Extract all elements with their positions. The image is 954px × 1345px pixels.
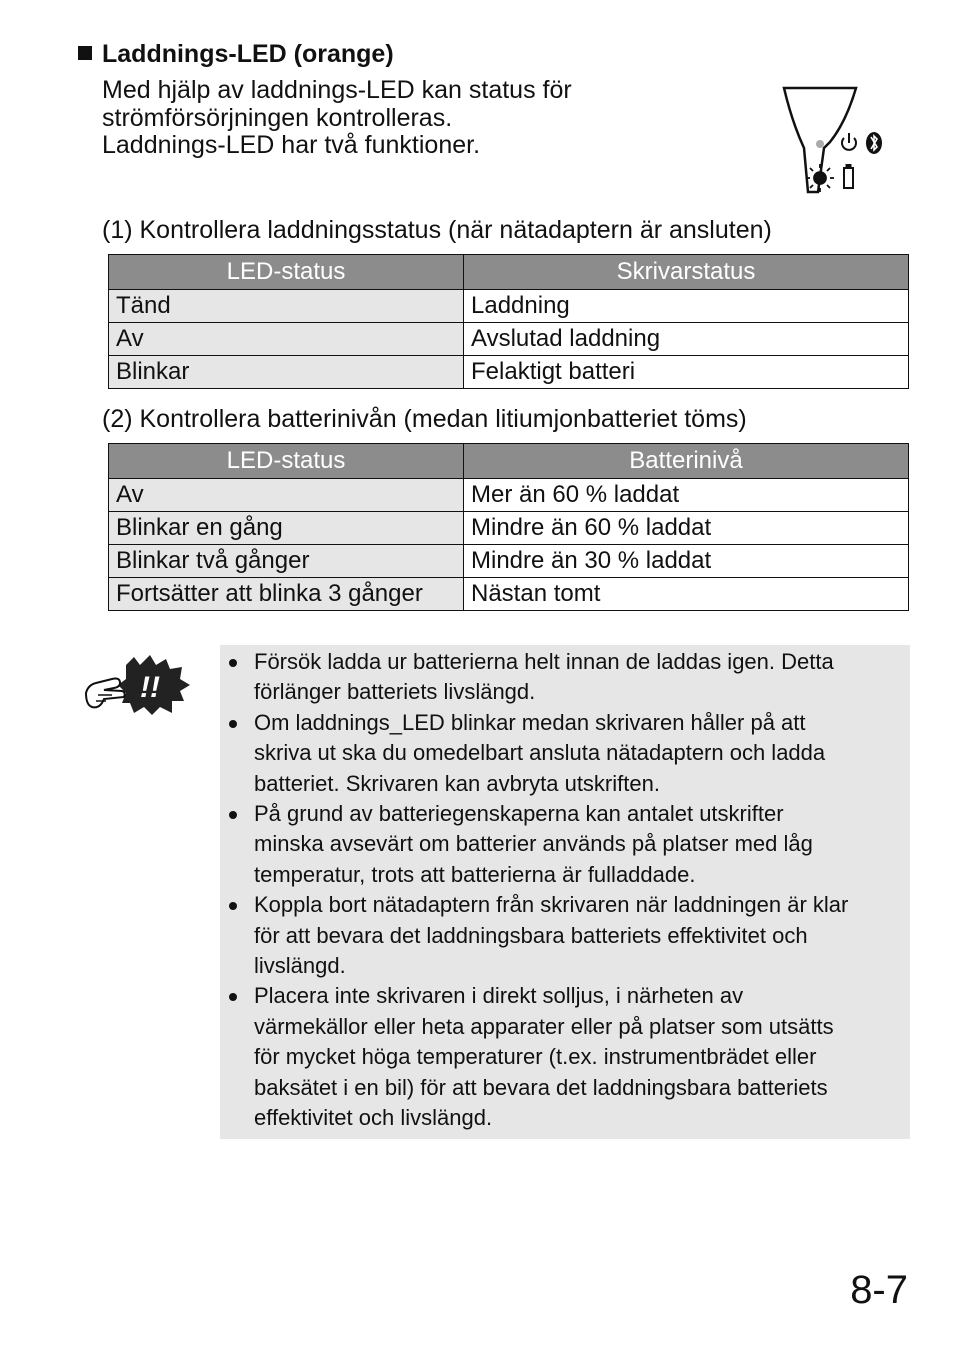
note-line: temperatur, trots att batterierna är fulladdade. <box>254 861 696 887</box>
list-item <box>220 981 910 1133</box>
led-status-cell: Av <box>109 479 464 512</box>
note-line: Koppla bort nätadaptern från skrivaren när laddningen är klar <box>254 892 849 918</box>
note-line: livslängd. <box>254 953 346 979</box>
charging-status-table <box>108 254 909 389</box>
led-status-cell: Av <box>109 323 464 356</box>
list-item <box>220 647 910 708</box>
led-status-cell: Blinkar två gånger <box>109 545 464 578</box>
square-bullet-icon <box>78 46 92 60</box>
bluetooth-icon <box>866 132 882 154</box>
bullet-icon <box>229 720 237 728</box>
column-header: Batterinivå <box>464 444 909 479</box>
note-line: skriva ut ska du omedelbart ansluta nätadaptern och ladda <box>254 740 826 766</box>
bullet-icon <box>229 659 237 667</box>
note-line: effektivitet och livslängd. <box>254 1105 493 1131</box>
table-row <box>109 479 909 512</box>
table2-caption: (2) Kontrollera batterinivån (medan litiumjonbatteriet töms) <box>102 405 747 433</box>
battery-icon <box>844 165 853 188</box>
note-line: Försök ladda ur batterierna helt innan de laddas igen. Detta <box>254 649 834 674</box>
intro-line: strömförsörjningen kontrolleras. <box>102 103 453 132</box>
table-row <box>109 356 909 389</box>
table-header-row <box>109 255 909 290</box>
printer-status-cell: Felaktigt batteri <box>464 356 909 389</box>
note-line: för att bevara det laddningsbara batteriets effektivitet och <box>254 922 808 948</box>
table-row <box>109 545 909 578</box>
note-line: På grund av batteriegenskaperna kan antalet utskrifter <box>254 801 784 827</box>
printer-led-panel-icon <box>778 82 890 200</box>
hand-pointing-exclamation-icon <box>82 655 192 717</box>
power-icon <box>842 133 856 150</box>
led-status-cell: Blinkar <box>109 356 464 389</box>
table-row <box>109 512 909 545</box>
battery-level-cell: Mindre än 30 % laddat <box>464 545 909 578</box>
section-title <box>78 38 394 70</box>
notes-list <box>220 647 910 1134</box>
bullet-icon <box>229 902 237 910</box>
note-line: värmekällor eller heta apparater eller på platser som utsätts <box>254 1013 834 1039</box>
table-header-row <box>109 444 909 479</box>
list-item <box>220 890 910 981</box>
bullet-icon <box>229 811 237 819</box>
column-header: LED-status <box>109 444 464 479</box>
note-line: minska avsevärt om batterier används på platser med låg <box>254 831 813 857</box>
led-status-cell: Fortsätter att blinka 3 gånger <box>109 578 464 611</box>
led-dot-icon <box>816 140 824 148</box>
bullet-icon <box>229 993 237 1001</box>
intro-paragraph <box>102 77 662 160</box>
intro-line: Laddnings-LED har två funktioner. <box>102 131 481 159</box>
note-line: för mycket höga temperaturer (t.ex. instrumentbrädet eller <box>254 1044 817 1070</box>
battery-level-table <box>108 443 909 611</box>
note-line: Placera inte skrivaren i direkt solljus, i närheten av <box>254 983 744 1009</box>
list-item <box>220 799 910 890</box>
page-number: 8-7 <box>850 1268 908 1312</box>
note-line: förlänger batteriets livslängd. <box>254 679 536 705</box>
table-row <box>109 323 909 356</box>
battery-level-cell: Mindre än 60 % laddat <box>464 512 909 545</box>
table-row <box>109 290 909 323</box>
table-row <box>109 578 909 611</box>
section-title-text: Laddnings-LED (orange) <box>102 40 394 68</box>
battery-level-cell: Nästan tomt <box>464 578 909 611</box>
note-line: Om laddnings_LED blinkar medan skrivaren håller på att <box>254 709 806 735</box>
svg-text:!!: !! <box>140 671 160 704</box>
printer-status-cell: Avslutad laddning <box>464 323 909 356</box>
printer-status-cell: Laddning <box>464 290 909 323</box>
table1-caption: (1) Kontrollera laddningsstatus (när nätadaptern är ansluten) <box>102 216 772 244</box>
battery-level-cell: Mer än 60 % laddat <box>464 479 909 512</box>
note-line: batteriet. Skrivaren kan avbryta utskriften. <box>254 770 660 796</box>
notes-box <box>220 645 910 1139</box>
led-status-cell: Blinkar en gång <box>109 512 464 545</box>
note-line: baksätet i en bil) för att bevara det laddningsbara batteriets <box>254 1074 828 1100</box>
intro-line: Med hjälp av laddnings-LED kan status för <box>102 76 572 104</box>
column-header: Skrivarstatus <box>464 255 909 290</box>
led-status-cell: Tänd <box>109 290 464 323</box>
list-item <box>220 708 910 799</box>
column-header: LED-status <box>109 255 464 290</box>
